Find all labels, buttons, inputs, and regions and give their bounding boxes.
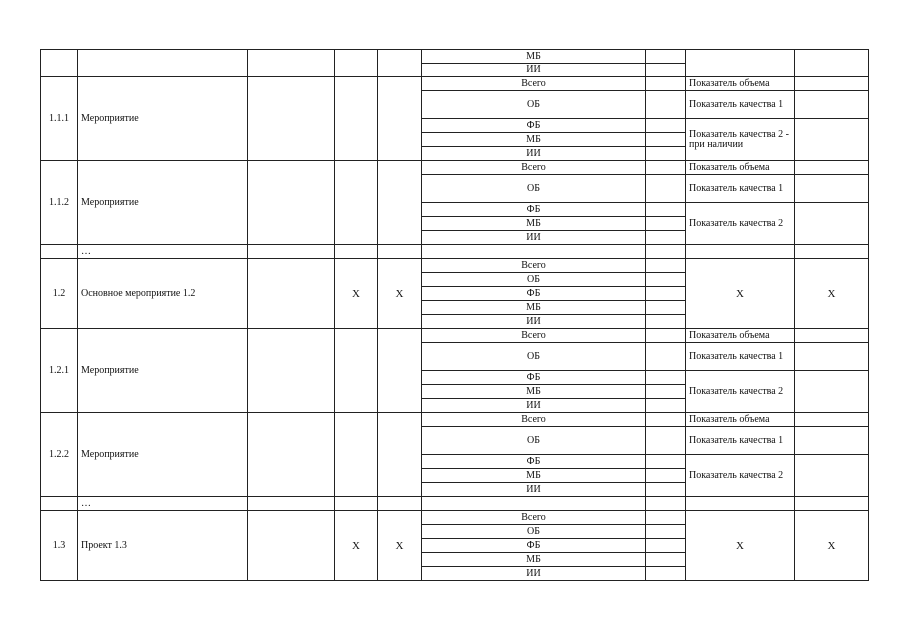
table-row xyxy=(41,413,869,427)
funding-source: ИИ xyxy=(422,64,646,77)
table-row xyxy=(41,511,869,525)
funding-source: ИИ xyxy=(422,483,646,497)
table-row xyxy=(41,161,869,175)
funding-source: ИИ xyxy=(422,399,646,413)
table-row xyxy=(41,329,869,343)
indicator: Показатель качества 2 - при наличии xyxy=(686,119,795,161)
x-mark: Х xyxy=(686,511,795,581)
funding-source: ФБ xyxy=(422,371,646,385)
funding-source: МБ xyxy=(422,133,646,147)
x-mark: Х xyxy=(686,259,795,329)
row-number: 1.2.2 xyxy=(41,413,78,497)
row-number: 1.1.2 xyxy=(41,161,78,245)
funding-source: ИИ xyxy=(422,231,646,245)
table-row xyxy=(41,497,869,511)
funding-source: МБ xyxy=(422,301,646,315)
table-row xyxy=(41,77,869,91)
row-number: 1.2.1 xyxy=(41,329,78,413)
funding-source: ОБ xyxy=(422,427,646,455)
funding-source: Всего xyxy=(422,259,646,273)
row-name: Мероприятие xyxy=(78,77,248,161)
indicator: Показатель качества 1 xyxy=(686,427,795,455)
row-name: Мероприятие xyxy=(78,161,248,245)
program-table xyxy=(40,49,869,581)
x-mark: Х xyxy=(795,259,869,329)
funding-source: ИИ xyxy=(422,147,646,161)
table-row xyxy=(41,259,869,273)
table-row xyxy=(41,50,869,64)
funding-source: Всего xyxy=(422,77,646,91)
indicator: Показатель объема xyxy=(686,413,795,427)
x-mark: Х xyxy=(378,259,422,329)
x-mark: Х xyxy=(795,511,869,581)
row-name: Мероприятие xyxy=(78,329,248,413)
funding-source: Всего xyxy=(422,413,646,427)
funding-source: ФБ xyxy=(422,203,646,217)
funding-source: Всего xyxy=(422,511,646,525)
indicator: Показатель качества 2 xyxy=(686,455,795,497)
indicator: Показатель качества 1 xyxy=(686,343,795,371)
indicator: Показатель качества 1 xyxy=(686,175,795,203)
funding-source: МБ xyxy=(422,50,646,64)
funding-source: ФБ xyxy=(422,455,646,469)
funding-source: МБ xyxy=(422,469,646,483)
x-mark: Х xyxy=(335,511,378,581)
funding-source: Всего xyxy=(422,329,646,343)
funding-source: ОБ xyxy=(422,273,646,287)
table-row xyxy=(41,245,869,259)
row-number: 1.2 xyxy=(41,259,78,329)
x-mark: Х xyxy=(335,259,378,329)
funding-source: ОБ xyxy=(422,525,646,539)
indicator: Показатель качества 2 xyxy=(686,371,795,413)
indicator: Показатель объема xyxy=(686,329,795,343)
ellipsis: … xyxy=(78,245,248,259)
row-number: 1.1.1 xyxy=(41,77,78,161)
funding-source: ИИ xyxy=(422,567,646,581)
indicator: Показатель объема xyxy=(686,77,795,91)
indicator: Показатель качества 2 xyxy=(686,203,795,245)
funding-source: ИИ xyxy=(422,315,646,329)
ellipsis: … xyxy=(78,497,248,511)
row-name: Основное мероприятие 1.2 xyxy=(78,259,248,329)
indicator: Показатель качества 1 xyxy=(686,91,795,119)
indicator: Показатель объема xyxy=(686,161,795,175)
x-mark: Х xyxy=(378,511,422,581)
funding-source: ФБ xyxy=(422,287,646,301)
funding-source: ОБ xyxy=(422,175,646,203)
funding-source: ФБ xyxy=(422,539,646,553)
funding-source: МБ xyxy=(422,217,646,231)
row-number: 1.3 xyxy=(41,511,78,581)
row-name: Мероприятие xyxy=(78,413,248,497)
funding-source: Всего xyxy=(422,161,646,175)
funding-source: ОБ xyxy=(422,91,646,119)
funding-source: МБ xyxy=(422,385,646,399)
funding-source: МБ xyxy=(422,553,646,567)
funding-source: ОБ xyxy=(422,343,646,371)
row-name: Проект 1.3 xyxy=(78,511,248,581)
funding-source: ФБ xyxy=(422,119,646,133)
